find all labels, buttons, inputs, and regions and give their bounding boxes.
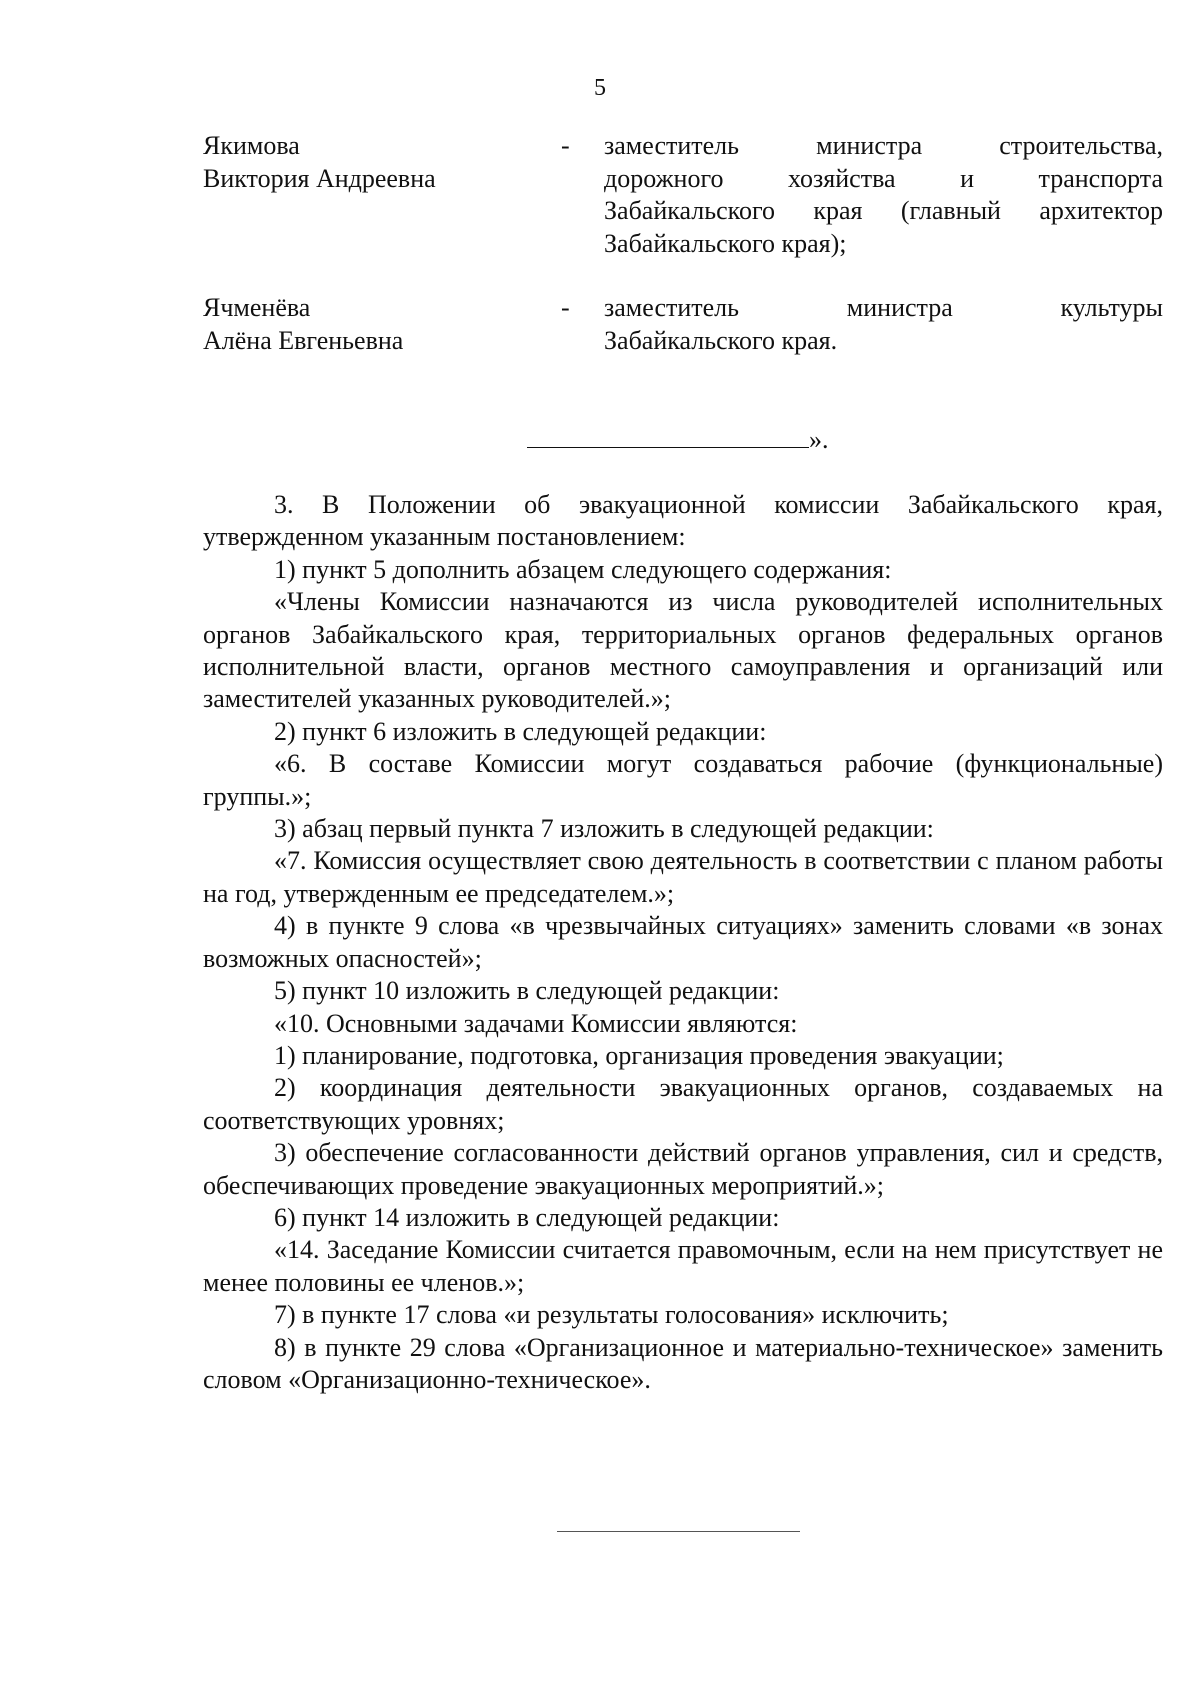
member-position-line: дорожного хозяйства и транспорта xyxy=(604,163,1163,193)
page-number: 5 xyxy=(594,75,606,101)
paragraph: 3. В Положении об эвакуационной комиссии Забайкальского края, утвержденном указанным постановлением: xyxy=(203,490,1163,552)
paragraph: 1) планирование, подготовка, организация проведения эвакуации; xyxy=(274,1040,1004,1070)
member-position-line: заместитель министра строительства, xyxy=(604,131,1163,160)
member-position-line: Забайкальского края (главный архитектор xyxy=(604,196,1163,225)
paragraph: 3) абзац первый пункта 7 изложить в следующей редакции: xyxy=(274,814,934,844)
member-given-names: Виктория Андреевна xyxy=(203,163,436,193)
member-position-line: Забайкальского края); xyxy=(604,228,847,258)
member-surname: Якимова xyxy=(203,131,300,160)
composition-closing-line xyxy=(527,425,829,455)
paragraph: «14. Заседание Комиссии считается правомочным, если на нем присутствует не менее половины ее членов.»; xyxy=(203,1235,1163,1297)
end-of-document-rule xyxy=(557,1531,800,1532)
paragraph: «Члены Комиссии назначаются из числа руководителей исполнительных органов Забайкальского края, территориальных органов федеральных органов исполнительной власти, органов местного самоуправления и организаций или заместителей указанных руководителей.»; xyxy=(203,587,1163,714)
amendment-text xyxy=(203,489,1163,1396)
paragraph: «7. Комиссия осуществляет свою деятельность в соответствии с планом работы на год, утвержденным ее председателем.»; xyxy=(203,846,1163,908)
member-dash: - xyxy=(561,293,570,322)
member-surname: Ячменёва xyxy=(203,293,311,322)
paragraph: 1) пункт 5 дополнить абзацем следующего содержания: xyxy=(274,554,892,584)
paragraph: 3) обеспечение согласованности действий органов управления, сил и средств, обеспечивающих проведение эвакуационных мероприятий.»; xyxy=(203,1138,1163,1200)
member-given-names: Алёна Евгеньевна xyxy=(203,325,404,355)
paragraph: «10. Основными задачами Комиссии являются: xyxy=(274,1008,798,1038)
paragraph: 2) пункт 6 изложить в следующей редакции: xyxy=(274,716,767,746)
member-name xyxy=(203,292,563,357)
member-position-line: заместитель министра культуры xyxy=(604,293,1163,322)
paragraph: 7) в пункте 17 слова «и результаты голосования» исключить; xyxy=(274,1300,949,1330)
member-position xyxy=(604,292,1163,357)
member-name xyxy=(203,130,563,195)
member-position-line: Забайкальского края. xyxy=(604,325,838,355)
paragraph: 5) пункт 10 изложить в следующей редакции: xyxy=(274,976,780,1006)
paragraph: 8) в пункте 29 слова «Организационное и материально-техническое» заменить словом «Организационно-техническое». xyxy=(203,1332,1163,1394)
paragraph: 2) координация деятельности эвакуационных органов, создаваемых на соответствующих уровнях; xyxy=(203,1073,1163,1135)
closing-underline xyxy=(527,425,809,448)
paragraph: 6) пункт 14 изложить в следующей редакции: xyxy=(274,1202,780,1232)
member-position xyxy=(604,130,1163,260)
member-dash: - xyxy=(561,131,570,160)
paragraph: «6. В составе Комиссии могут создаваться рабочие (функциональные) группы.»; xyxy=(203,749,1163,811)
paragraph: 4) в пункте 9 слова «в чрезвычайных ситуациях» заменить словами «в зонах возможных опасностей»; xyxy=(203,911,1163,973)
closing-quote-mark: ». xyxy=(809,425,829,454)
